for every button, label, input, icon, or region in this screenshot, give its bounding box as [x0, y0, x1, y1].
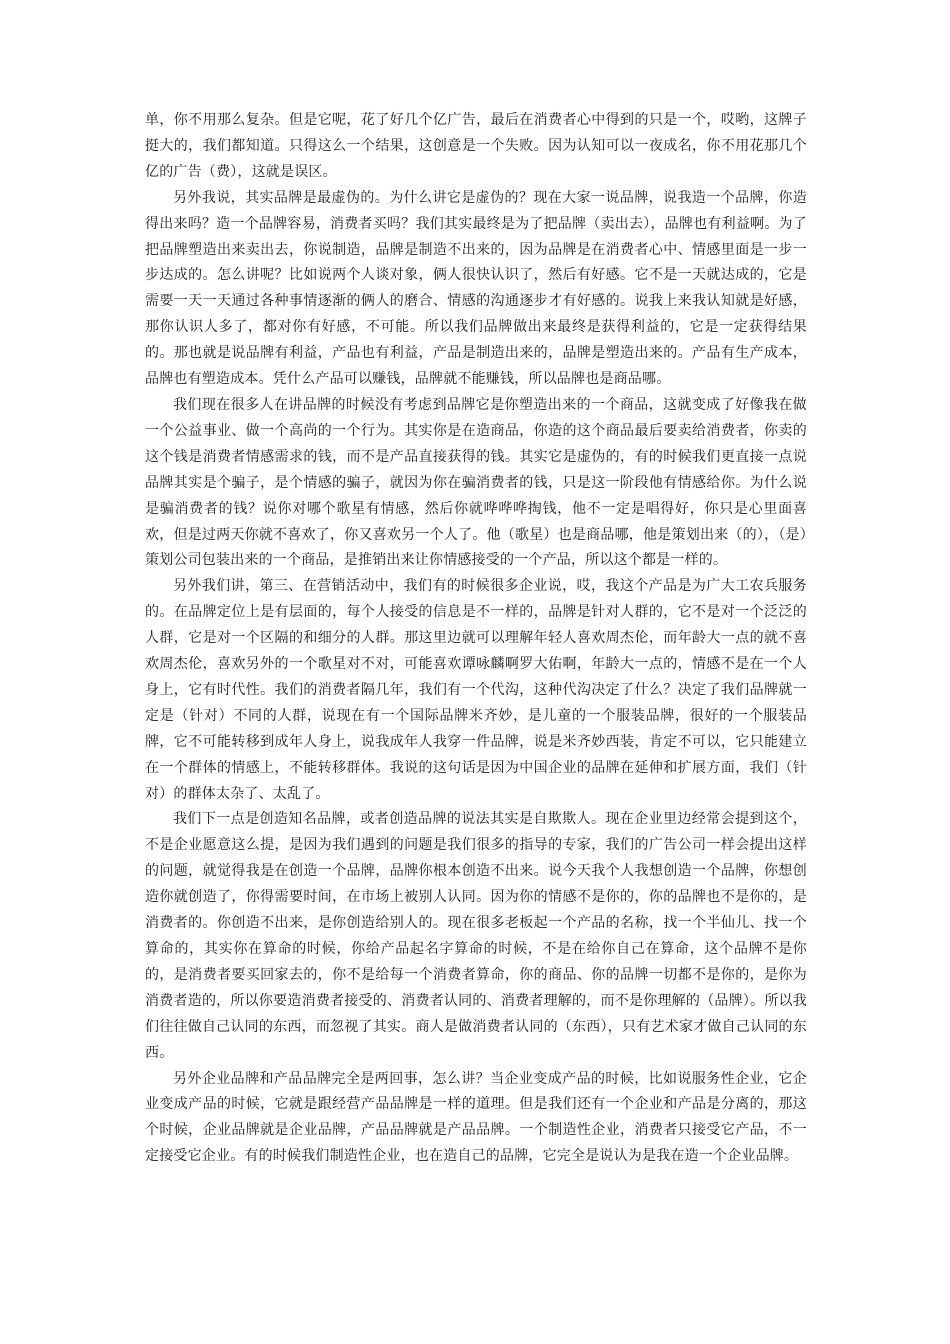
paragraph-continuation: 单，你不用那么复杂。但是它呢，花了好几个亿广告，最后在消费者心中得到的只是一个，哎哟，这牌子挺大的，我们都知道。只得这么一个结果，这创意是一个失败。因为认知可以一夜成名，你不用花那几个亿的广告（费），这就是误区。 [145, 112, 807, 180]
paragraph-corporate-vs-product-brand: 另外企业品牌和产品品牌完全是两回事，怎么讲？当企业变成产品的时候，比如说服务性企业，它企业变成产品的时候，它就是跟经营产品品牌是一样的道理。但是我们还有一个企业和产品是分离的，那这个时候，企业品牌就是企业品牌，产品品牌就是产品品牌。一个制造性企业，消费者只接受它产品，不一定接受它企业。有的时候我们制造性企业，也在造自己的品牌，它完全是说认为是我在造一个企业品牌。 [145, 1070, 807, 1165]
paragraph-target-audience: 另外我们讲，第三、在营销活动中，我们有的时候很多企业说，哎，我这个产品是为广大工农兵服务的。在品牌定位上是有层面的，每个人接受的信息是不一样的，品牌是针对人群的，它不是对一个泛泛的人群，它是对一个区隔的和细分的人群。那这里边就可以理解年轻人喜欢周杰伦，而年龄大一点的就不喜欢周杰伦，喜欢另外的一个歌星对不对，可能喜欢谭咏麟啊罗大佑啊，年龄大一点的，情感不是在一个人身上，它有时代性。我们的消费者隔几年，我们有一个代沟，这种代沟决定了什么？决定了我们品牌就一定是（针对）不同的人群，说现在有一个国际品牌米齐妙，是儿童的一个服装品牌，很好的一个服装品牌，它不可能转移到成年人身上，说我成年人我穿一件品牌，说是米齐妙西装，肯定不可以，它只能建立在一个群体的情感上，不能转移群体。我说的这句话是因为中国企业的品牌在延伸和扩展方面，我们（针对）的群体太杂了、太乱了。 [145, 578, 807, 802]
paragraph-brand-hypocrisy: 另外我说，其实品牌是最虚伪的。为什么讲它是虚伪的？现在大家一说品牌，说我造一个品牌，你造得出来吗？造一个品牌容易，消费者买吗？我们其实最终是为了把品牌（卖出去），品牌也有利益啊。为了把品牌塑造出来卖出去，你说制造，品牌是制造不出来的，因为品牌是在消费者心中、情感里面是一步一步达成的。怎么讲呢？比如说两个人谈对象，俩人很快认识了，然后有好感。它不是一天就达成的，它是需要一天一天通过各种事情逐渐的俩人的磨合、情感的沟通逐步才有好感的。说我上来我认知就是好感，那你认识人多了，都对你有好感，不可能。所以我们品牌做出来最终是获得利益的，它是一定获得结果的。那也就是说品牌有利益，产品也有利益，产品是制造出来的，品牌是塑造出来的。产品有生产成本，品牌也有塑造成本。凭什么产品可以赚钱，品牌就不能赚钱，所以品牌也是商品哪。 [145, 189, 807, 388]
document-page [145, 108, 807, 1170]
paragraph-brand-as-commodity: 我们现在很多人在讲品牌的时候没有考虑到品牌它是你塑造出来的一个商品，这就变成了好像我在做一个公益事业、做一个高尚的一个行为。其实你是在造商品，你造的这个商品最后要卖给消费者，你卖的这个钱是消费者情感需求的钱，而不是产品直接获得的钱。其实它是虚伪的，有的时候我们更直接一点说品牌其实是个骗子，是个情感的骗子，就因为你在骗消费者的钱，只是这一阶段他有情感给你。为什么说是骗消费者的钱？说你对哪个歌星有情感，然后你就哗哗哗掏钱，他不一定是唱得好，你只是心里面喜欢，但是过两天你就不喜欢了，你又喜欢另一个人了。他（歌星）也是商品哪，他是策划出来（的），（是）策划公司包装出来的一个商品，是推销出来让你情感接受的一个产品，所以这个都是一样的。 [145, 396, 807, 569]
paragraph-creating-brands: 我们下一点是创造知名品牌，或者创造品牌的说法其实是自欺欺人。现在企业里边经常会提到这个，不是企业愿意这么提，是因为我们遇到的问题是我们很多的指导的专家，我们的广告公司一样会提出这样的问题，就觉得我是在创造一个品牌，品牌你根本创造不出来。说今天我个人我想创造一个品牌，你想创造你就创造了，你得需要时间，在市场上被别人认同。因为你的情感不是你的，你的品牌也不是你的，是消费者的。你创造不出来，是你创造给别人的。现在很多老板起一个产品的名称，找一个半仙儿、找一个算命的，其实你在算命的时候，你给产品起名字算命的时候，不是在给你自己在算命，这个品牌不是你的，是消费者要买回家去的，你不是给每一个消费者算命，你的商品、你的品牌一切都不是你的，是你为消费者造的，所以你要造消费者接受的、消费者认同的、消费者理解的，而不是你理解的（品牌）。所以我们往往做自己认同的东西，而忽视了其实。商人是做消费者认同的（东西），只有艺术家才做自己认同的东西。 [145, 811, 807, 1061]
